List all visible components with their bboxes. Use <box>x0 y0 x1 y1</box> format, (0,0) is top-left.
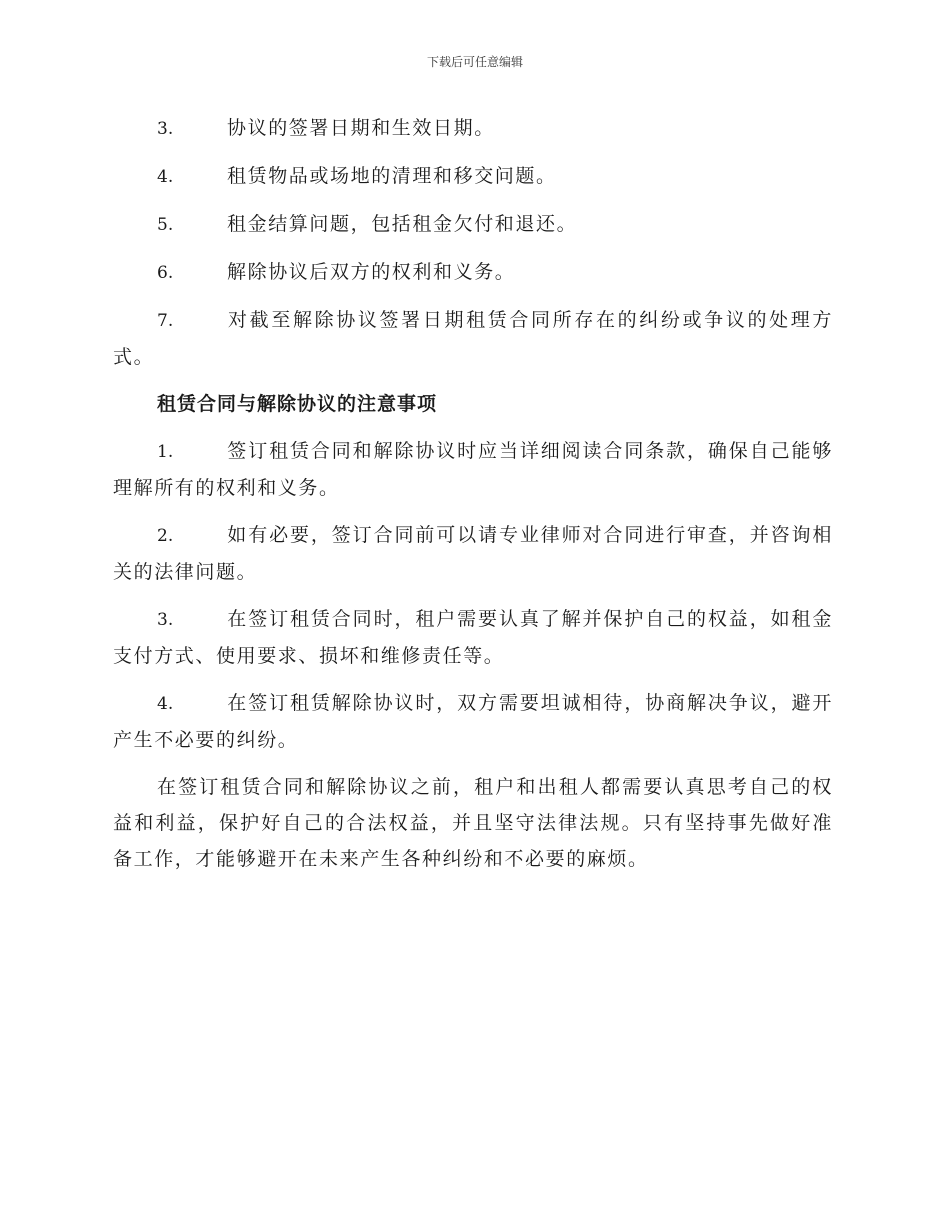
page-header: 下载后可任意编辑 <box>426 55 523 69</box>
list-item <box>113 158 833 195</box>
list-item <box>113 254 833 291</box>
list-item-text: 协议的签署日期和生效日期。 <box>227 117 495 139</box>
list-item <box>113 302 833 375</box>
list-item-text: 在签订租赁合同时，租户需要认真了解并保护自己的权益，如租金支付方式、使用要求、损坏和维修责任等。 <box>113 608 833 667</box>
list-item <box>113 517 833 590</box>
list-item <box>113 206 833 243</box>
list-item-number: 1. <box>157 442 174 462</box>
list-item-text: 如有必要，签订合同前可以请专业律师对合同进行审查，并咨询相关的法律问题。 <box>113 524 833 583</box>
list-item-text: 在签订租赁解除协议时，双方需要坦诚相待，协商解决争议，避开产生不必要的纠纷。 <box>113 692 833 751</box>
list-item <box>113 110 833 147</box>
document-body <box>113 110 833 877</box>
list-item-number: 5. <box>157 215 174 235</box>
list-item-number: 3. <box>157 119 174 139</box>
list-item-number: 4. <box>157 694 174 714</box>
list-item-number: 3. <box>157 610 174 630</box>
list-item-text: 解除协议后双方的权利和义务。 <box>227 261 516 283</box>
list-item <box>113 685 833 758</box>
list-item <box>113 601 833 674</box>
list-item <box>113 433 833 506</box>
list-item-number: 7. <box>157 311 174 331</box>
list-item-number: 4. <box>157 167 174 187</box>
closing-paragraph: 在签订租赁合同和解除协议之前，租户和出租人都需要认真思考自己的权益和利益，保护好自己的合法权益，并且坚守法律法规。只有坚持事先做好准备工作，才能够避开在未来产生各种纠纷和不必要的麻烦。 <box>113 776 833 870</box>
list-item-number: 2. <box>157 526 174 546</box>
section-heading: 租赁合同与解除协议的注意事项 <box>157 393 438 415</box>
list-item-text: 租赁物品或场地的清理和移交问题。 <box>227 165 557 187</box>
list-item-text: 对截至解除协议签署日期租赁合同所存在的纠纷或争议的处理方式。 <box>113 309 833 368</box>
list-item-number: 6. <box>157 263 174 283</box>
list-item-text: 租金结算问题，包括租金欠付和退还。 <box>227 213 578 235</box>
list-item-text: 签订租赁合同和解除协议时应当详细阅读合同条款，确保自己能够理解所有的权利和义务。 <box>113 440 833 499</box>
